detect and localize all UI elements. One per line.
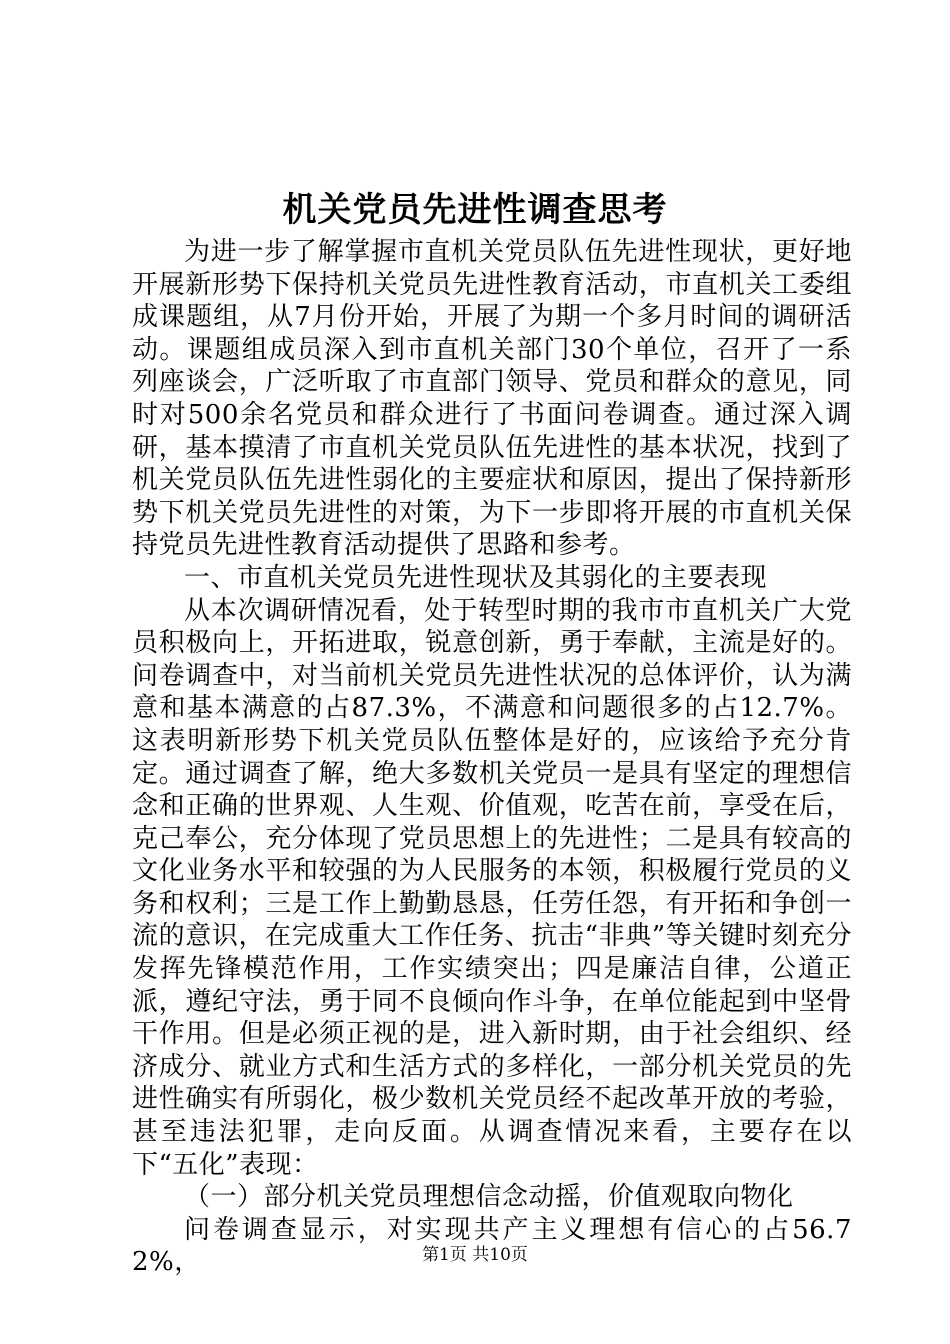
- document-body: [132, 236, 852, 1279]
- document-title: 机关党员先进性调查思考: [282, 190, 668, 230]
- subsection-heading-1: （一）部分机关党员理想信念动摇，价值观取向物化: [184, 1182, 794, 1213]
- paragraph-survey: 问卷调查显示，对实现共产主义理想有信心的占56.72%，: [132, 1214, 852, 1278]
- section-heading-1: 一、市直机关党员先进性现状及其弱化的主要表现: [184, 562, 768, 593]
- paragraph-intro: 为进一步了解掌握市直机关党员队伍先进性现状，更好地开展新形势下保持机关党员先进性教育活动，市直机关工委组成课题组，从7月份开始，开展了为期一个多月时间的调研活动。课题组成员深入到市直机关部门30个单位，召开了一系列座谈会，广泛听取了市直部门领导、党员和群众的意见，同时对500余名党员和群众进行了书面问卷调查。通过深入调研，基本摸清了市直机关党员队伍先进性的基本状况，找到了机关党员队伍先进性弱化的主要症状和原因，提出了保持新形势下机关党员先进性的对策，为下一步即将开展的市直机关保持党员先进性教育活动提供了思路和参考。: [132, 237, 852, 561]
- page-footer: 第1页 共10页: [422, 1245, 528, 1265]
- paragraph-status: 从本次调研情况看，处于转型时期的我市市直机关广大党员积极向上，开拓进取，锐意创新，勇于奉献，主流是好的。问卷调查中，对当前机关党员先进性状况的总体评价，认为满意和基本满意的占87.3%，不满意和问题很多的占12.7%。这表明新形势下机关党员队伍整体是好的，应该给予充分肯定。通过调查了解，绝大多数机关党员一是具有坚定的理想信念和正确的世界观、人生观、价值观，吃苦在前，享受在后，克己奉公，充分体现了党员思想上的先进性；二是具有较高的文化业务水平和较强的为人民服务的本领，积极履行党员的义务和权利；三是工作上勤勤恳恳，任劳任怨，有开拓和争创一流的意识，在完成重大工作任务、抗击“非典”等关键时刻充分发挥先锋模范作用，工作实绩突出；四是廉洁自律，公道正派，遵纪守法，勇于同不良倾向作斗争，在单位能起到中坚骨干作用。但是必须正视的是，进入新时期，由于社会组织、经济成分、就业方式和生活方式的多样化，一部分机关党员的先进性确实有所弱化，极少数机关党员经不起改革开放的考验，甚至违法犯罪，走向反面。从调查情况来看，主要存在以下“五化”表现：: [132, 595, 852, 1180]
